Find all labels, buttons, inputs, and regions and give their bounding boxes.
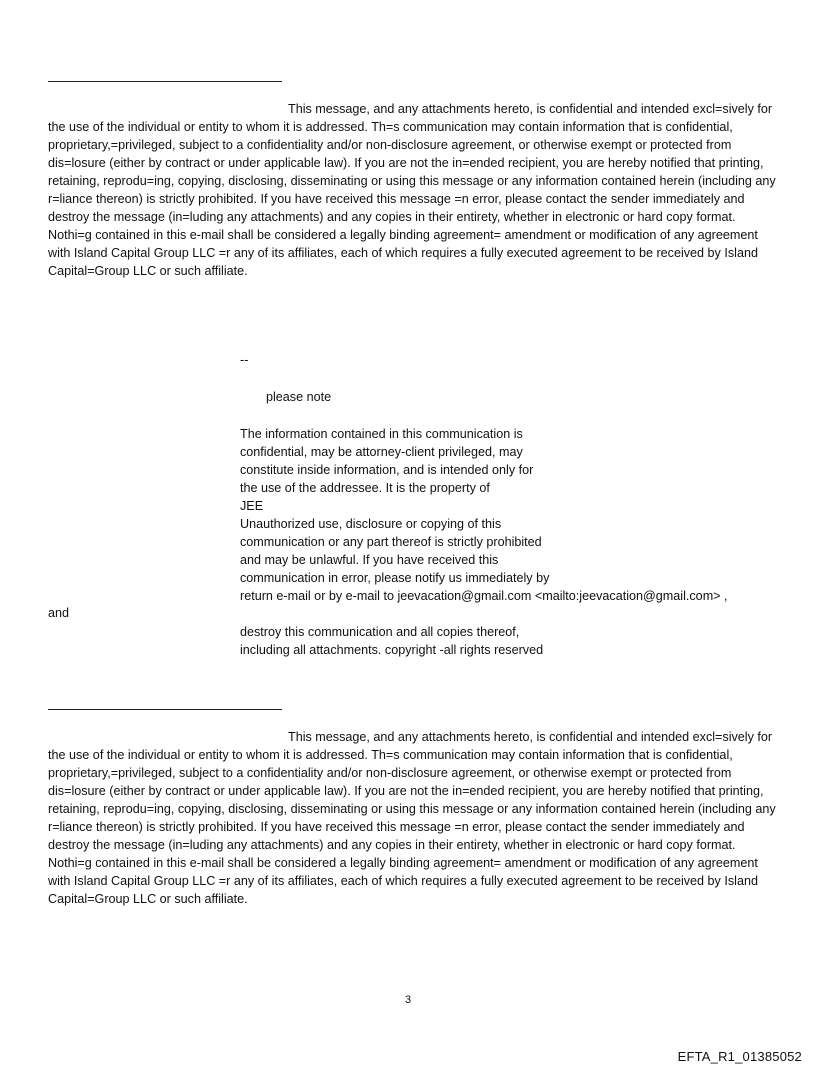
top-separator-rule	[48, 81, 282, 82]
notice-line: communication or any part thereof is strictly prohibited	[240, 535, 542, 549]
notice-line: the use of the addressee. It is the property of	[240, 481, 490, 495]
notice-line: Unauthorized use, disclosure or copying of this	[240, 517, 502, 531]
legal-notice-block	[240, 425, 728, 605]
notice-line: JEE	[240, 499, 264, 513]
notice-line: and may be unlawful. If you have received this	[240, 553, 499, 567]
page-number: 3	[404, 994, 412, 1006]
signature-separator: --	[240, 353, 249, 367]
please-note-heading: please note	[266, 390, 332, 404]
notice-tail-line: destroy this communication and all copies thereof,	[240, 625, 520, 639]
notice-line: confidential, may be attorney-client privileged, may	[240, 445, 523, 459]
notice-line: The information contained in this communication is	[240, 427, 523, 441]
notice-line-email: return e-mail or by e-mail to jeevacation@gmail.com <mailto:jeevacation@gmail.com> ,	[240, 589, 728, 603]
confidentiality-disclaimer-bottom: This message, and any attachments hereto, is confidential and intended excl=sively for the use of the individual or entity to whom it is addressed. Th=s communication may contain information that is confidential, proprietary,=privileged, subject to a confidentiality and/or non-disclosure agreement, or otherwise exempt or protected from dis=losure (either by contract or under applicable law). If you are not the in=ended recipient, you are hereby notified that printing, retaining, reprodu=ing, copying, disclosing, disseminating or using this message or any information contained herein (including any r=liance thereon) is strictly prohibited. If you have received this message =n error, please contact the sender immediately and destroy the message (in=luding any attachments) and any copies in their entirety, whether in electronic or hard copy format. Nothi=g contained in this e-mail shall be considered a legally binding agreement= amendment or modification of any agreement with Island Capital Group LLC =r any of its affiliates, each of which requires a fully executed agreement to be received by Island Capital=Group LLC or such affiliate.	[48, 730, 776, 906]
notice-line: constitute inside information, and is intended only for	[240, 463, 534, 477]
and-word: and	[48, 606, 70, 620]
confidentiality-disclaimer-top: This message, and any attachments hereto, is confidential and intended excl=sively for the use of the individual or entity to whom it is addressed. Th=s communication may contain information that is confidential, proprietary,=privileged, subject to a confidentiality and/or non-disclosure agreement, or otherwise exempt or protected from dis=losure (either by contract or under applicable law). If you are not the in=ended recipient, you are hereby notified that printing, retaining, reprodu=ing, copying, disclosing, disseminating or using this message or any information contained herein (including any r=liance thereon) is strictly prohibited. If you have received this message =n error, please contact the sender immediately and destroy the message (in=luding any attachments) and any copies in their entirety, whether in electronic or hard copy format. Nothi=g contained in this e-mail shall be considered a legally binding agreement= amendment or modification of any agreement with Island Capital Group LLC =r any of its affiliates, each of which requires a fully executed agreement to be received by Island Capital=Group LLC or such affiliate.	[48, 102, 776, 278]
document-id: EFTA_R1_01385052	[677, 1049, 802, 1064]
notice-tail-line: including all attachments. copyright -all rights reserved	[240, 643, 544, 657]
bottom-separator-rule	[48, 709, 282, 710]
notice-line: communication in error, please notify us immediately by	[240, 571, 550, 585]
